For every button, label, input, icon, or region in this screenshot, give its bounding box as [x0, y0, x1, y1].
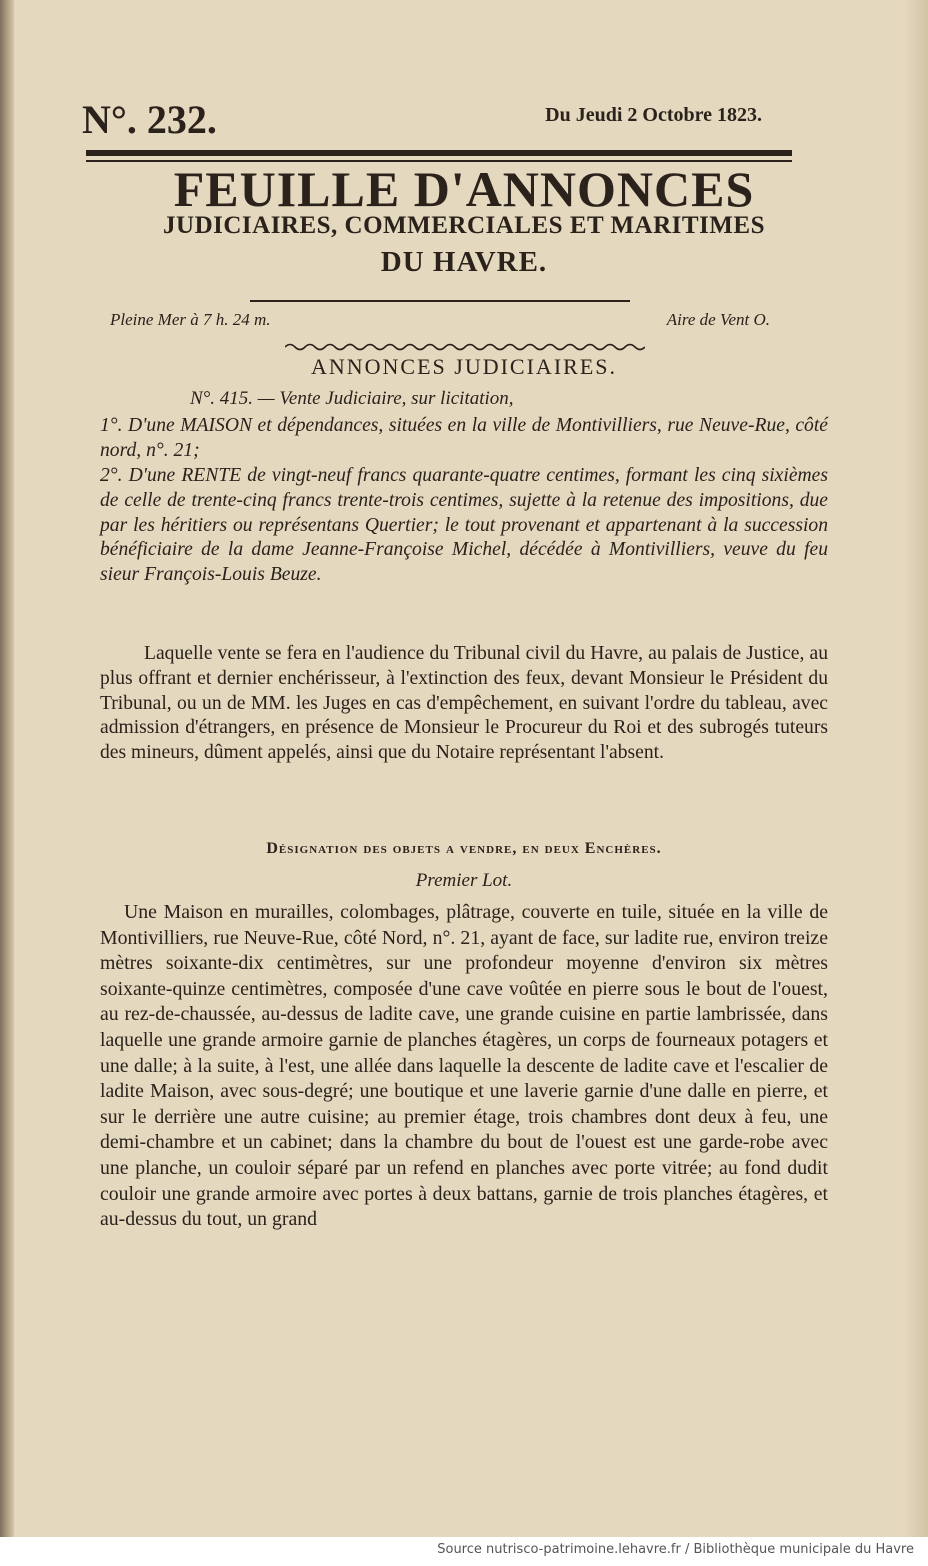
issue-header — [82, 96, 762, 142]
masthead-rule — [250, 300, 630, 302]
header-rule-thick — [86, 150, 792, 156]
item-annuity — [100, 464, 828, 588]
lot-description — [100, 900, 828, 1233]
designation-title: Désignation des objets a vendre, en deux Enchères. — [266, 840, 662, 857]
lot-description-text: Une Maison en murailles, colombages, plâtrage, couverte en tuile, située en la ville de Montivilliers, rue Neuve-Rue, côté Nord, n°. 21, ayant de face, sur ladite rue, environ treize mètres soixante-dix centimètres, sur une profondeur moyenne d'environ six mètres soixante-quinze centimètres, composée d'une cave voûtée en pierre sous le bout de l'ouest, au rez-de-chaussée, au-dessus de ladite cave, une grande cuisine en partie lambrissée, dans laquelle une grande armoire garnie de planches étagères, un corps de fourneaux potagers et une dalle; à la suite, à l'est, une allée dans laquelle la descente de ladite cave et l'escalier de ladite Maison, avec sous-degré; une boutique et une laverie garnie d'une dalle en pierre, et sur le derrière une autre cuisine; au premier étage, trois chambres dont deux à feu, une demi-chambre et un cabinet; dans la chambre du bout de l'ouest est une garde-robe avec une planche, un couloir séparé par un refend en planches avec porte vitrée; au fond dudit couloir une grande armoire avec portes à deux battans, garnie de trois planches étagères, et au-dessus du tout, un grand — [100, 901, 828, 1231]
masthead-title: FEUILLE D'ANNONCES — [173, 161, 755, 217]
sale-conditions-text: Laquelle vente se fera en l'audience du Tribunal civil du Havre, au palais de Justice, au plus offrant et dernier enchérisseur, à l'extinction des feux, devant Monsieur le Président du Tribunal, ou un de MM. les Juges en cas d'empêchement, en suivant l'ordre du tableau, avec admission d'étrangers, en présence de Monsieur le Procureur du Roi et des subrogés tuteurs des mineurs, dûment appelés, ainsi que du Notaire représentant l'absent. — [100, 643, 828, 764]
section-title: ANNONCES JUDICIAIRES. — [310, 354, 617, 379]
sale-conditions — [100, 642, 828, 766]
lot-title: Premier Lot. — [415, 870, 513, 891]
item-house-text: 1°. D'une MAISON et dépendances, situées en la ville de Montivilliers, rue Neuve-Rue, côté nord, n°. 21; — [100, 415, 828, 461]
masthead-subtitle: JUDICIAIRES, COMMERCIALES ET MARITIMES — [163, 212, 765, 239]
ornamental-wave-rule — [285, 342, 645, 352]
item-house — [100, 414, 828, 464]
source-credit: Source nutrisco-patrimoine.lehavre.fr / Bibliothèque municipale du Havre — [437, 1542, 914, 1557]
wind-direction: Aire de Vent O. — [666, 310, 770, 329]
tide-row — [110, 310, 770, 334]
issue-date: Du Jeudi 2 Octobre 1823. — [545, 104, 762, 126]
masthead-place: DU HAVRE. — [380, 246, 548, 278]
high-water: Pleine Mer à 7 h. 24 m. — [110, 310, 271, 329]
notice-number: N°. 415. — Vente Judiciaire, sur licitation, — [190, 388, 514, 409]
item-annuity-text: 2°. D'une RENTE de vingt-neuf francs quarante-quatre centimes, formant les cinq sixièmes de celle de trente-cinq francs trente-trois centimes, sujette à la retenue des impositions, due par les héritiers ou représentans Quertier; le tout provenant et appartenant à la succession bénéficiaire de la dame Jeanne-Françoise Michel, décédée à Montivilliers, veuve du feu sieur François-Louis Beuze. — [100, 465, 828, 586]
issue-number: N°. 232. — [82, 97, 217, 142]
